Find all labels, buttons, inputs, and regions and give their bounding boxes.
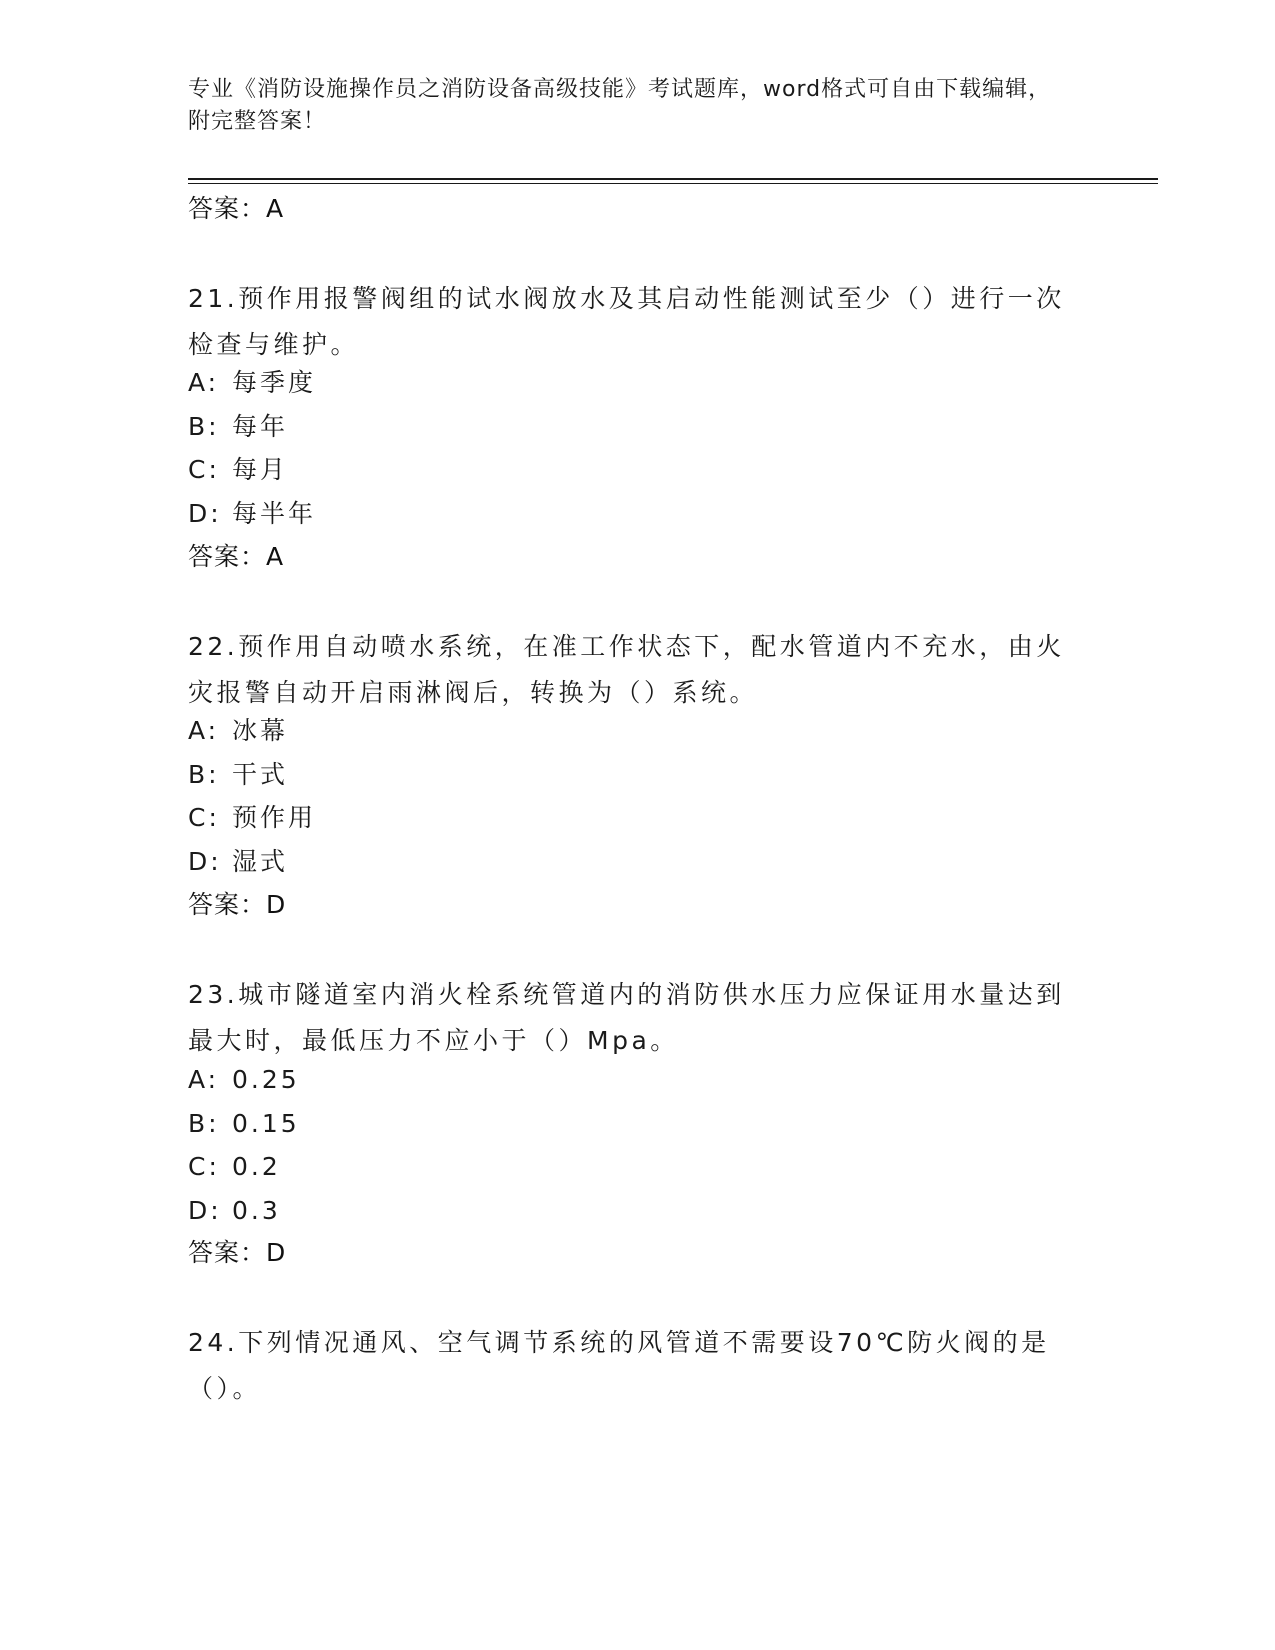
question-22-text: 22.预作用自动喷水系统，在准工作状态下，配水管道内不充水，由火灾报警自动开启雨淋阀后，转换为（）系统。 [188, 632, 1065, 707]
option-letter: A: [188, 1065, 220, 1094]
answer-line: 答案：A [188, 194, 285, 223]
question-23-answer: 答案：D [188, 1238, 287, 1267]
question-21-option-c [188, 453, 288, 487]
question-21-option-a [188, 366, 316, 400]
question-22-answer: 答案：D [188, 890, 287, 919]
option-letter: A: [188, 368, 220, 397]
question-21-option-d [188, 497, 316, 531]
option-text: 冰幕 [232, 716, 289, 745]
question-21-answer: 答案：A [188, 542, 285, 571]
question-23-option-d [188, 1194, 281, 1228]
option-letter: B: [188, 1109, 220, 1138]
question-23-option-a [188, 1063, 300, 1097]
question-22-option-d [188, 845, 288, 879]
option-text: 每半年 [232, 499, 317, 528]
header-divider-thick [188, 178, 1158, 180]
option-letter: D: [188, 1196, 222, 1225]
option-letter: C: [188, 1152, 220, 1181]
option-text: 0.25 [232, 1065, 300, 1094]
document-header-text: 专业《消防设施操作员之消防设备高级技能》考试题库，word格式可自由下载编辑，附完整答案！ [188, 77, 1052, 134]
option-letter: D: [188, 847, 222, 876]
option-text: 预作用 [232, 803, 317, 832]
option-text: 每月 [232, 455, 289, 484]
option-text: 干式 [232, 760, 289, 789]
question-23-option-c [188, 1150, 281, 1184]
option-text: 每季度 [232, 368, 317, 397]
option-text: 0.15 [232, 1109, 300, 1138]
option-text: 0.3 [232, 1196, 281, 1225]
option-letter: A: [188, 716, 220, 745]
question-22-option-b [188, 758, 288, 792]
question-23-text: 23.城市隧道室内消火栓系统管道内的消防供水压力应保证用水量达到最大时，最低压力不应小于（）Mpa。 [188, 980, 1065, 1055]
question-24-text: 24.下列情况通风、空气调节系统的风管道不需要设70℃防火阀的是（）。 [188, 1328, 1050, 1403]
question-22-option-c [188, 801, 316, 835]
header-divider-thin [188, 183, 1158, 184]
question-22-option-a [188, 714, 288, 748]
option-letter: B: [188, 412, 220, 441]
option-text: 0.2 [232, 1152, 281, 1181]
question-21-text: 21.预作用报警阀组的试水阀放水及其启动性能测试至少（）进行一次检查与维护。 [188, 284, 1065, 359]
question-23-option-b [188, 1107, 300, 1141]
option-text: 湿式 [232, 847, 289, 876]
option-letter: C: [188, 455, 220, 484]
question-21-option-b [188, 410, 288, 444]
option-letter: C: [188, 803, 220, 832]
option-letter: D: [188, 499, 222, 528]
option-text: 每年 [232, 412, 289, 441]
option-letter: B: [188, 760, 220, 789]
